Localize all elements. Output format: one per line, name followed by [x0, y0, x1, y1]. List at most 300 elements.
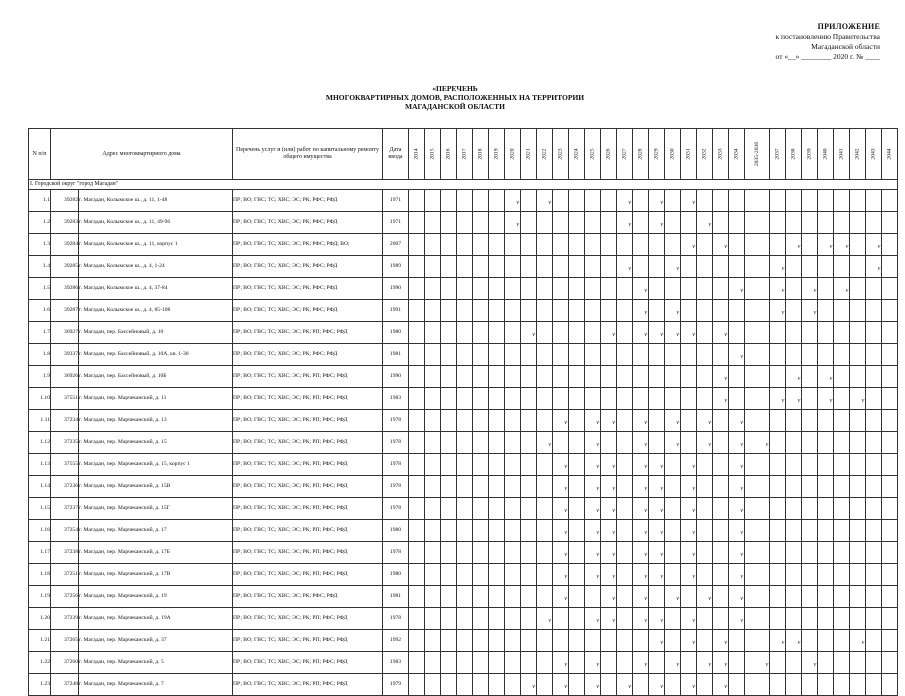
year-cell — [633, 542, 649, 564]
year-cell — [553, 586, 569, 608]
year-cell — [697, 300, 713, 322]
year-header — [521, 129, 537, 180]
year-cell — [713, 212, 729, 234]
commission-year: 1983 — [383, 652, 409, 674]
year-cell — [489, 432, 505, 454]
document-title — [300, 84, 610, 111]
works-list: ПР; ВО; ГВС; ТС; ХВС; ЭС; РК; РП; РФС; РФД — [233, 564, 383, 586]
row-number: 1.6 — [29, 300, 51, 322]
year-cell — [425, 542, 441, 564]
year-cell — [649, 586, 665, 608]
year-cell — [697, 234, 713, 256]
row-number: 1.21 — [29, 630, 51, 652]
header-year: Дата ввода — [383, 129, 409, 180]
planned-mark: v — [781, 288, 785, 294]
planned-mark: v — [516, 222, 519, 228]
year-cell — [665, 520, 681, 542]
year-cell — [681, 630, 697, 652]
planned-mark: v — [660, 508, 663, 514]
table-row — [29, 366, 898, 388]
year-cell — [585, 322, 601, 344]
year-cell — [553, 564, 569, 586]
year-label: 2022 — [541, 148, 548, 160]
year-cell — [649, 322, 665, 344]
year-cell — [850, 608, 866, 630]
planned-mark: v — [781, 266, 785, 272]
year-label: 2044 — [886, 148, 893, 160]
year-cell — [745, 674, 770, 696]
year-cell — [489, 388, 505, 410]
year-cell — [818, 542, 834, 564]
year-cell — [441, 388, 457, 410]
year-cell — [601, 630, 617, 652]
year-cell — [633, 520, 649, 542]
year-cell — [505, 366, 521, 388]
year-cell — [786, 454, 802, 476]
year-cell — [697, 674, 713, 696]
commission-year: 1983 — [383, 388, 409, 410]
section-row — [29, 180, 898, 190]
year-cell — [505, 630, 521, 652]
house-id: 39287 — [51, 300, 79, 322]
year-cell — [569, 256, 585, 278]
planned-mark: v — [676, 662, 679, 668]
year-cell — [537, 278, 553, 300]
year-cell — [649, 564, 665, 586]
year-cell — [834, 454, 850, 476]
year-cell — [697, 586, 713, 608]
year-cell — [713, 234, 729, 256]
year-cell — [729, 586, 745, 608]
planned-mark: v — [660, 618, 663, 624]
year-cell — [585, 608, 601, 630]
year-cell — [850, 388, 866, 410]
year-label: 2041 — [838, 148, 845, 160]
year-cell — [537, 322, 553, 344]
table-row — [29, 388, 898, 410]
year-cell — [409, 432, 425, 454]
year-cell — [697, 652, 713, 674]
row-number: 1.20 — [29, 608, 51, 630]
house-address: г. Магадан, пер. Марчеканский, д. 19А — [79, 608, 233, 630]
year-cell — [649, 344, 665, 366]
year-cell — [882, 366, 898, 388]
house-address: г. Магадан, пер. Бассейновый, д. 10Б — [79, 366, 233, 388]
year-label: 2043 — [870, 148, 877, 160]
year-cell — [697, 322, 713, 344]
row-number: 1.8 — [29, 344, 51, 366]
year-header — [473, 129, 489, 180]
house-address: г. Магадан, пер. Марчеканский, д. 15Г — [79, 498, 233, 520]
year-cell — [882, 344, 898, 366]
planned-mark: v — [797, 376, 801, 382]
planned-mark: v — [548, 200, 551, 206]
year-cell — [409, 542, 425, 564]
house-id: 39284 — [51, 234, 79, 256]
year-cell — [818, 344, 834, 366]
year-cell — [553, 608, 569, 630]
year-cell — [569, 388, 585, 410]
table-row — [29, 476, 898, 498]
year-cell — [745, 300, 770, 322]
year-cell — [697, 520, 713, 542]
works-list: ПР; ВО; ГВС; ТС; ХВС; ЭС; РК; РП; РФС; РФД — [233, 608, 383, 630]
planned-mark: v — [564, 552, 567, 558]
year-cell — [802, 212, 818, 234]
year-cell — [834, 344, 850, 366]
year-cell — [473, 388, 489, 410]
year-cell — [505, 454, 521, 476]
year-cell — [649, 674, 665, 696]
year-cell — [425, 278, 441, 300]
year-cell — [786, 366, 802, 388]
house-id: 39337 — [51, 344, 79, 366]
planned-mark: v — [612, 420, 615, 426]
year-header — [425, 129, 441, 180]
year-cell — [802, 344, 818, 366]
year-cell — [537, 498, 553, 520]
planned-mark: v — [564, 684, 567, 690]
year-header — [633, 129, 649, 180]
year-cell — [729, 388, 745, 410]
year-cell — [585, 278, 601, 300]
year-cell — [786, 234, 802, 256]
year-cell — [665, 674, 681, 696]
year-cell — [457, 432, 473, 454]
year-cell — [834, 410, 850, 432]
year-cell — [745, 652, 770, 674]
year-cell — [713, 652, 729, 674]
house-address: г. Магадан, Колымское ш., д. 4, 1-24 — [79, 256, 233, 278]
year-cell — [745, 410, 770, 432]
row-number: 1.7 — [29, 322, 51, 344]
year-cell — [489, 652, 505, 674]
year-cell — [521, 498, 537, 520]
year-cell — [409, 586, 425, 608]
year-cell — [882, 256, 898, 278]
year-cell — [770, 190, 786, 212]
year-cell — [633, 212, 649, 234]
year-cell — [882, 278, 898, 300]
year-cell — [473, 476, 489, 498]
planned-mark: v — [612, 596, 615, 602]
year-cell — [802, 674, 818, 696]
year-cell — [802, 520, 818, 542]
header-row — [29, 129, 898, 180]
year-cell — [770, 454, 786, 476]
planned-mark: v — [564, 596, 567, 602]
year-cell — [489, 322, 505, 344]
planned-mark: v — [596, 618, 599, 624]
planned-mark: v — [740, 618, 743, 624]
year-cell — [441, 432, 457, 454]
year-cell — [409, 300, 425, 322]
house-address: г. Магадан, Колымское ш., д. 11, 49-96 — [79, 212, 233, 234]
year-cell — [473, 608, 489, 630]
planned-mark: v — [660, 486, 663, 492]
planned-mark: v — [596, 552, 599, 558]
year-cell — [850, 564, 866, 586]
house-id: 39283 — [51, 212, 79, 234]
year-cell — [569, 344, 585, 366]
year-cell — [729, 410, 745, 432]
year-cell — [617, 234, 633, 256]
appendix-line-3: от «__» ________ 2020 г. № ____ — [775, 52, 880, 61]
year-cell — [713, 432, 729, 454]
year-cell — [473, 366, 489, 388]
house-address: г. Магадан, пер. Марчеканский, д. 17 — [79, 520, 233, 542]
year-label: 2017 — [461, 148, 468, 160]
year-header — [697, 129, 713, 180]
year-cell — [569, 300, 585, 322]
year-cell — [473, 454, 489, 476]
planned-mark: v — [829, 376, 833, 382]
year-cell — [633, 278, 649, 300]
year-header — [457, 129, 473, 180]
year-cell — [553, 344, 569, 366]
year-cell — [425, 674, 441, 696]
house-address: г. Магадан, пер. Марчеканский, д. 15, корпус 1 — [79, 454, 233, 476]
house-id: 37235 — [51, 432, 79, 454]
year-cell — [649, 520, 665, 542]
year-cell — [409, 322, 425, 344]
year-cell — [457, 190, 473, 212]
year-cell — [569, 190, 585, 212]
year-cell — [553, 674, 569, 696]
year-cell — [633, 630, 649, 652]
year-cell — [745, 542, 770, 564]
year-cell — [850, 498, 866, 520]
year-cell — [489, 498, 505, 520]
year-cell — [521, 234, 537, 256]
title-line-3: МАГАДАНСКОЙ ОБЛАСТИ — [405, 102, 505, 111]
year-cell — [473, 278, 489, 300]
planned-mark: v — [596, 662, 599, 668]
year-label: 2034 — [733, 148, 740, 160]
year-cell — [441, 520, 457, 542]
year-cell — [553, 234, 569, 256]
year-cell — [882, 190, 898, 212]
year-cell — [441, 234, 457, 256]
year-cell — [473, 652, 489, 674]
year-header — [585, 129, 601, 180]
row-number: 1.16 — [29, 520, 51, 542]
year-cell — [585, 674, 601, 696]
year-cell — [786, 432, 802, 454]
year-cell — [521, 300, 537, 322]
year-cell — [457, 322, 473, 344]
year-cell — [786, 388, 802, 410]
year-cell — [834, 476, 850, 498]
year-cell — [521, 476, 537, 498]
year-cell — [553, 476, 569, 498]
year-cell — [770, 256, 786, 278]
house-address: г. Магадан, пер. Бассейновый, д. 10 — [79, 322, 233, 344]
year-cell — [834, 234, 850, 256]
row-number: 1.12 — [29, 432, 51, 454]
commission-year: 1978 — [383, 542, 409, 564]
year-cell — [729, 674, 745, 696]
year-cell — [681, 674, 697, 696]
planned-mark: v — [813, 288, 817, 294]
house-id: 37265 — [51, 630, 79, 652]
year-cell — [585, 256, 601, 278]
year-header — [770, 129, 786, 180]
commission-year: 1978 — [383, 432, 409, 454]
planned-mark: v — [692, 244, 695, 250]
year-cell — [617, 190, 633, 212]
house-id: 39285 — [51, 256, 79, 278]
appendix-line-2: Магаданской области — [811, 42, 880, 51]
year-cell — [770, 366, 786, 388]
year-cell — [665, 608, 681, 630]
year-label: 2029 — [653, 148, 660, 160]
works-list: ПР; ВО; ГВС; ТС; ХВС; ЭС; РК; РП; РФС; РФД — [233, 410, 383, 432]
year-cell — [882, 234, 898, 256]
year-cell — [818, 608, 834, 630]
year-cell — [441, 564, 457, 586]
year-cell — [617, 212, 633, 234]
year-cell — [553, 256, 569, 278]
year-cell — [521, 542, 537, 564]
year-cell — [745, 630, 770, 652]
row-number: 1.4 — [29, 256, 51, 278]
planned-mark: v — [861, 640, 865, 646]
planned-mark: v — [596, 442, 599, 448]
year-header — [818, 129, 834, 180]
year-cell — [425, 498, 441, 520]
year-cell — [425, 476, 441, 498]
planned-mark: v — [877, 244, 881, 250]
house-address: г. Магадан, пер. Марчеканский, д. 15В — [79, 476, 233, 498]
year-cell — [882, 608, 898, 630]
year-cell — [489, 278, 505, 300]
year-cell — [697, 454, 713, 476]
planned-mark: v — [765, 442, 769, 448]
year-header — [617, 129, 633, 180]
year-cell — [850, 344, 866, 366]
commission-year: 1980 — [383, 520, 409, 542]
planned-mark: v — [612, 618, 615, 624]
year-cell — [834, 652, 850, 674]
year-cell — [425, 410, 441, 432]
year-cell — [729, 520, 745, 542]
year-cell — [850, 674, 866, 696]
planned-mark: v — [724, 244, 727, 250]
year-label: 2028 — [637, 148, 644, 160]
commission-year: 1978 — [383, 498, 409, 520]
commission-year: 1981 — [383, 344, 409, 366]
year-cell — [665, 630, 681, 652]
year-cell — [729, 322, 745, 344]
year-cell — [681, 256, 697, 278]
year-cell — [569, 520, 585, 542]
house-id: 39286 — [51, 278, 79, 300]
year-label: 2033 — [717, 148, 724, 160]
year-cell — [681, 234, 697, 256]
year-cell — [729, 608, 745, 630]
planned-mark: v — [708, 442, 711, 448]
year-cell — [665, 586, 681, 608]
year-cell — [802, 190, 818, 212]
year-cell — [729, 498, 745, 520]
year-cell — [729, 234, 745, 256]
year-cell — [802, 476, 818, 498]
header-works: Перечень услуг и (или) работ по капитальному ремонту общего имущества — [233, 129, 383, 180]
table-row — [29, 432, 898, 454]
year-cell — [697, 256, 713, 278]
year-cell — [802, 608, 818, 630]
year-cell — [441, 322, 457, 344]
year-cell — [569, 476, 585, 498]
year-cell — [681, 476, 697, 498]
year-cell — [802, 454, 818, 476]
year-cell — [866, 674, 882, 696]
year-cell — [409, 454, 425, 476]
year-cell — [649, 476, 665, 498]
title-line-1: «ПЕРЕЧЕНЬ — [432, 84, 478, 93]
year-cell — [681, 432, 697, 454]
year-label: 2039 — [806, 148, 813, 160]
year-cell — [713, 476, 729, 498]
year-cell — [745, 432, 770, 454]
year-cell — [521, 652, 537, 674]
year-cell — [713, 190, 729, 212]
year-cell — [866, 542, 882, 564]
planned-mark: v — [644, 618, 647, 624]
year-cell — [745, 498, 770, 520]
year-cell — [569, 454, 585, 476]
year-cell — [834, 256, 850, 278]
house-address: г. Магадан, пер. Марчеканский, д. 11 — [79, 388, 233, 410]
year-cell — [521, 256, 537, 278]
works-list: ПР; ВО; ГВС; ТС; ХВС; ЭС; РК; РП; РФС; РФД — [233, 652, 383, 674]
year-cell — [409, 520, 425, 542]
planned-mark: v — [740, 486, 743, 492]
year-cell — [745, 608, 770, 630]
year-cell — [866, 586, 882, 608]
year-cell — [409, 388, 425, 410]
row-number: 1.14 — [29, 476, 51, 498]
header-number: N п/п — [29, 129, 51, 180]
year-cell — [802, 300, 818, 322]
row-number: 1.10 — [29, 388, 51, 410]
year-cell — [441, 256, 457, 278]
planned-mark: v — [781, 398, 785, 404]
table-row — [29, 322, 898, 344]
planned-mark: v — [628, 684, 631, 690]
row-number: 1.22 — [29, 652, 51, 674]
year-cell — [633, 652, 649, 674]
year-cell — [697, 608, 713, 630]
year-cell — [729, 432, 745, 454]
year-cell — [882, 454, 898, 476]
house-id: 37236 — [51, 476, 79, 498]
year-cell — [697, 432, 713, 454]
year-cell — [850, 322, 866, 344]
commission-year: 1978 — [383, 608, 409, 630]
year-cell — [409, 212, 425, 234]
year-cell — [770, 234, 786, 256]
year-cell — [441, 542, 457, 564]
year-cell — [866, 300, 882, 322]
year-cell — [457, 256, 473, 278]
year-cell — [681, 300, 697, 322]
year-cell — [521, 586, 537, 608]
planned-mark: v — [644, 310, 647, 316]
year-cell — [770, 410, 786, 432]
year-cell — [681, 190, 697, 212]
